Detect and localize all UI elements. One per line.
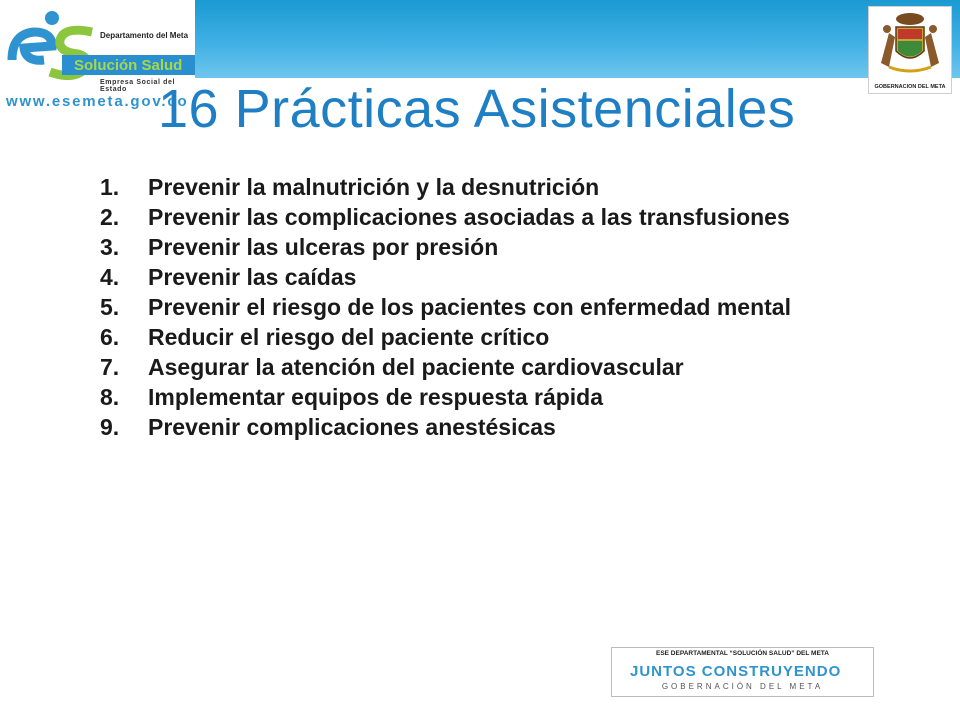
item-number: 9. xyxy=(100,414,120,440)
practice-list xyxy=(100,176,860,446)
department-text: Departamento del Meta xyxy=(100,31,189,40)
crest-label: GOBERNACION DEL META xyxy=(874,84,946,90)
item-number: 8. xyxy=(100,384,120,410)
crest-icon xyxy=(869,7,951,79)
brand-name: Solución Salud xyxy=(74,57,183,74)
list-item xyxy=(100,416,860,438)
list-item xyxy=(100,386,860,408)
footer-gobernacion: GOBERNACIÓN DEL META xyxy=(661,682,824,691)
slide-title: 16 Prácticas Asistenciales xyxy=(158,79,796,139)
website-url: www.esemeta.gov.co xyxy=(6,93,189,110)
gobernacion-crest xyxy=(868,6,952,94)
item-text: Prevenir el riesgo de los pacientes con enfermedad mental xyxy=(148,294,791,320)
list-item xyxy=(100,206,860,228)
item-text: Reducir el riesgo del paciente crítico xyxy=(148,324,550,350)
footer-org: ESE DEPARTAMENTAL “SOLUCIÓN SALUD” DEL META xyxy=(656,650,829,657)
item-number: 7. xyxy=(100,354,120,380)
list-item xyxy=(100,266,860,288)
item-number: 5. xyxy=(100,294,120,320)
list-item xyxy=(100,176,860,198)
item-text: Implementar equipos de respuesta rápida xyxy=(148,384,604,410)
list-item xyxy=(100,236,860,258)
item-text: Asegurar la atención del paciente cardiovascular xyxy=(148,354,684,380)
item-text: Prevenir las complicaciones asociadas a las transfusiones xyxy=(148,204,790,230)
item-text: Prevenir la malnutrición y la desnutrición xyxy=(148,174,600,200)
item-number: 4. xyxy=(100,264,120,290)
brand-subtitle: Empresa Social del Estado xyxy=(100,79,175,93)
list-item xyxy=(100,326,860,348)
footer-slogan: JUNTOS CONSTRUYENDO xyxy=(630,663,842,680)
list-item xyxy=(100,356,860,378)
item-text: Prevenir las caídas xyxy=(148,264,357,290)
item-number: 1. xyxy=(100,174,120,200)
item-number: 3. xyxy=(100,234,120,260)
list-item xyxy=(100,296,860,318)
item-text: Prevenir las ulceras por presión xyxy=(148,234,499,260)
juntos-construyendo-logo xyxy=(611,647,874,697)
item-number: 2. xyxy=(100,204,120,230)
item-text: Prevenir complicaciones anestésicas xyxy=(148,414,556,440)
item-number: 6. xyxy=(100,324,120,350)
